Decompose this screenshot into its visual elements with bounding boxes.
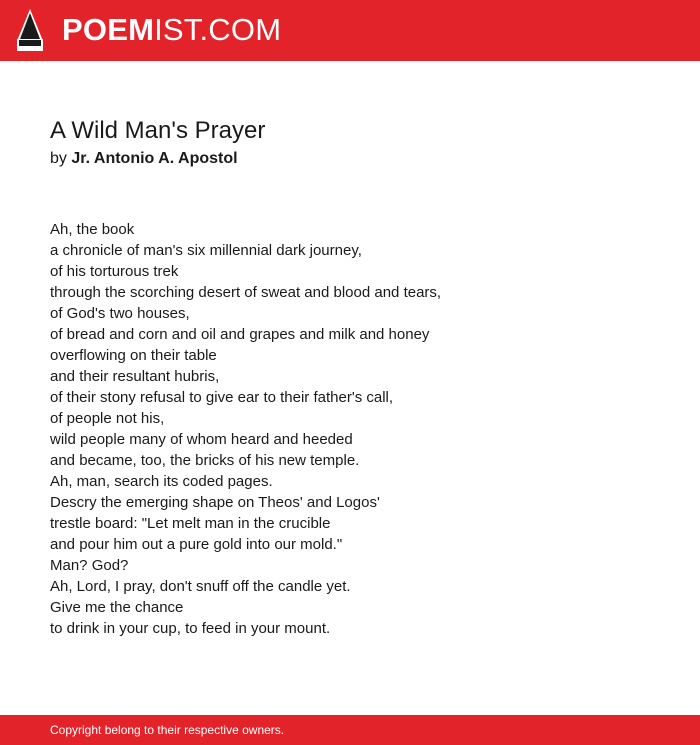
poem-body bbox=[50, 219, 650, 639]
copyright-text: Copyright belong to their respective owners. bbox=[50, 723, 285, 737]
poem-line: Ah, man, search its coded pages. bbox=[50, 473, 273, 490]
poem-line: Ah, Lord, I pray, don't snuff off the candle yet. bbox=[50, 578, 351, 595]
poem-line: Give me the chance bbox=[50, 599, 184, 616]
poem-line: Descry the emerging shape on Theos' and Logos' bbox=[50, 494, 380, 511]
poem-line: through the scorching desert of sweat and blood and tears, bbox=[50, 284, 442, 301]
poem-line: Ah, the book bbox=[50, 221, 135, 238]
poem-line: of bread and corn and oil and grapes and milk and honey bbox=[50, 326, 430, 343]
poem-line: overflowing on their table bbox=[50, 347, 217, 364]
author-name: Jr. Antonio A. Apostol bbox=[71, 150, 238, 167]
logo-bold-text: POEM bbox=[62, 12, 155, 47]
poem-line: trestle board: "Let melt man in the crucible bbox=[50, 515, 331, 532]
logo-light-text: IST.COM bbox=[154, 12, 282, 47]
byline bbox=[50, 149, 238, 169]
site-logo[interactable] bbox=[62, 12, 281, 48]
poem-line: and their resultant hubris, bbox=[50, 368, 220, 385]
poem-line: of God's two houses, bbox=[50, 305, 190, 322]
by-label: by bbox=[50, 150, 67, 167]
site-header bbox=[0, 0, 700, 61]
poem-line: of his torturous trek bbox=[50, 263, 179, 280]
site-footer bbox=[0, 715, 700, 745]
poem-line: and pour him out a pure gold into our mold." bbox=[50, 536, 343, 553]
poem-line: wild people many of whom heard and heeded bbox=[50, 431, 353, 448]
poem-line: a chronicle of man's six millennial dark journey, bbox=[50, 242, 362, 259]
poem-line: of people not his, bbox=[50, 410, 165, 427]
poem-line: of their stony refusal to give ear to their father's call, bbox=[50, 389, 394, 406]
poem-line: to drink in your cup, to feed in your mount. bbox=[50, 620, 331, 637]
poem-line: Man? God? bbox=[50, 557, 129, 574]
poem-line: and became, too, the bricks of his new temple. bbox=[50, 452, 360, 469]
pencil-icon[interactable] bbox=[17, 9, 43, 51]
poem-title: A Wild Man's Prayer bbox=[50, 117, 266, 144]
